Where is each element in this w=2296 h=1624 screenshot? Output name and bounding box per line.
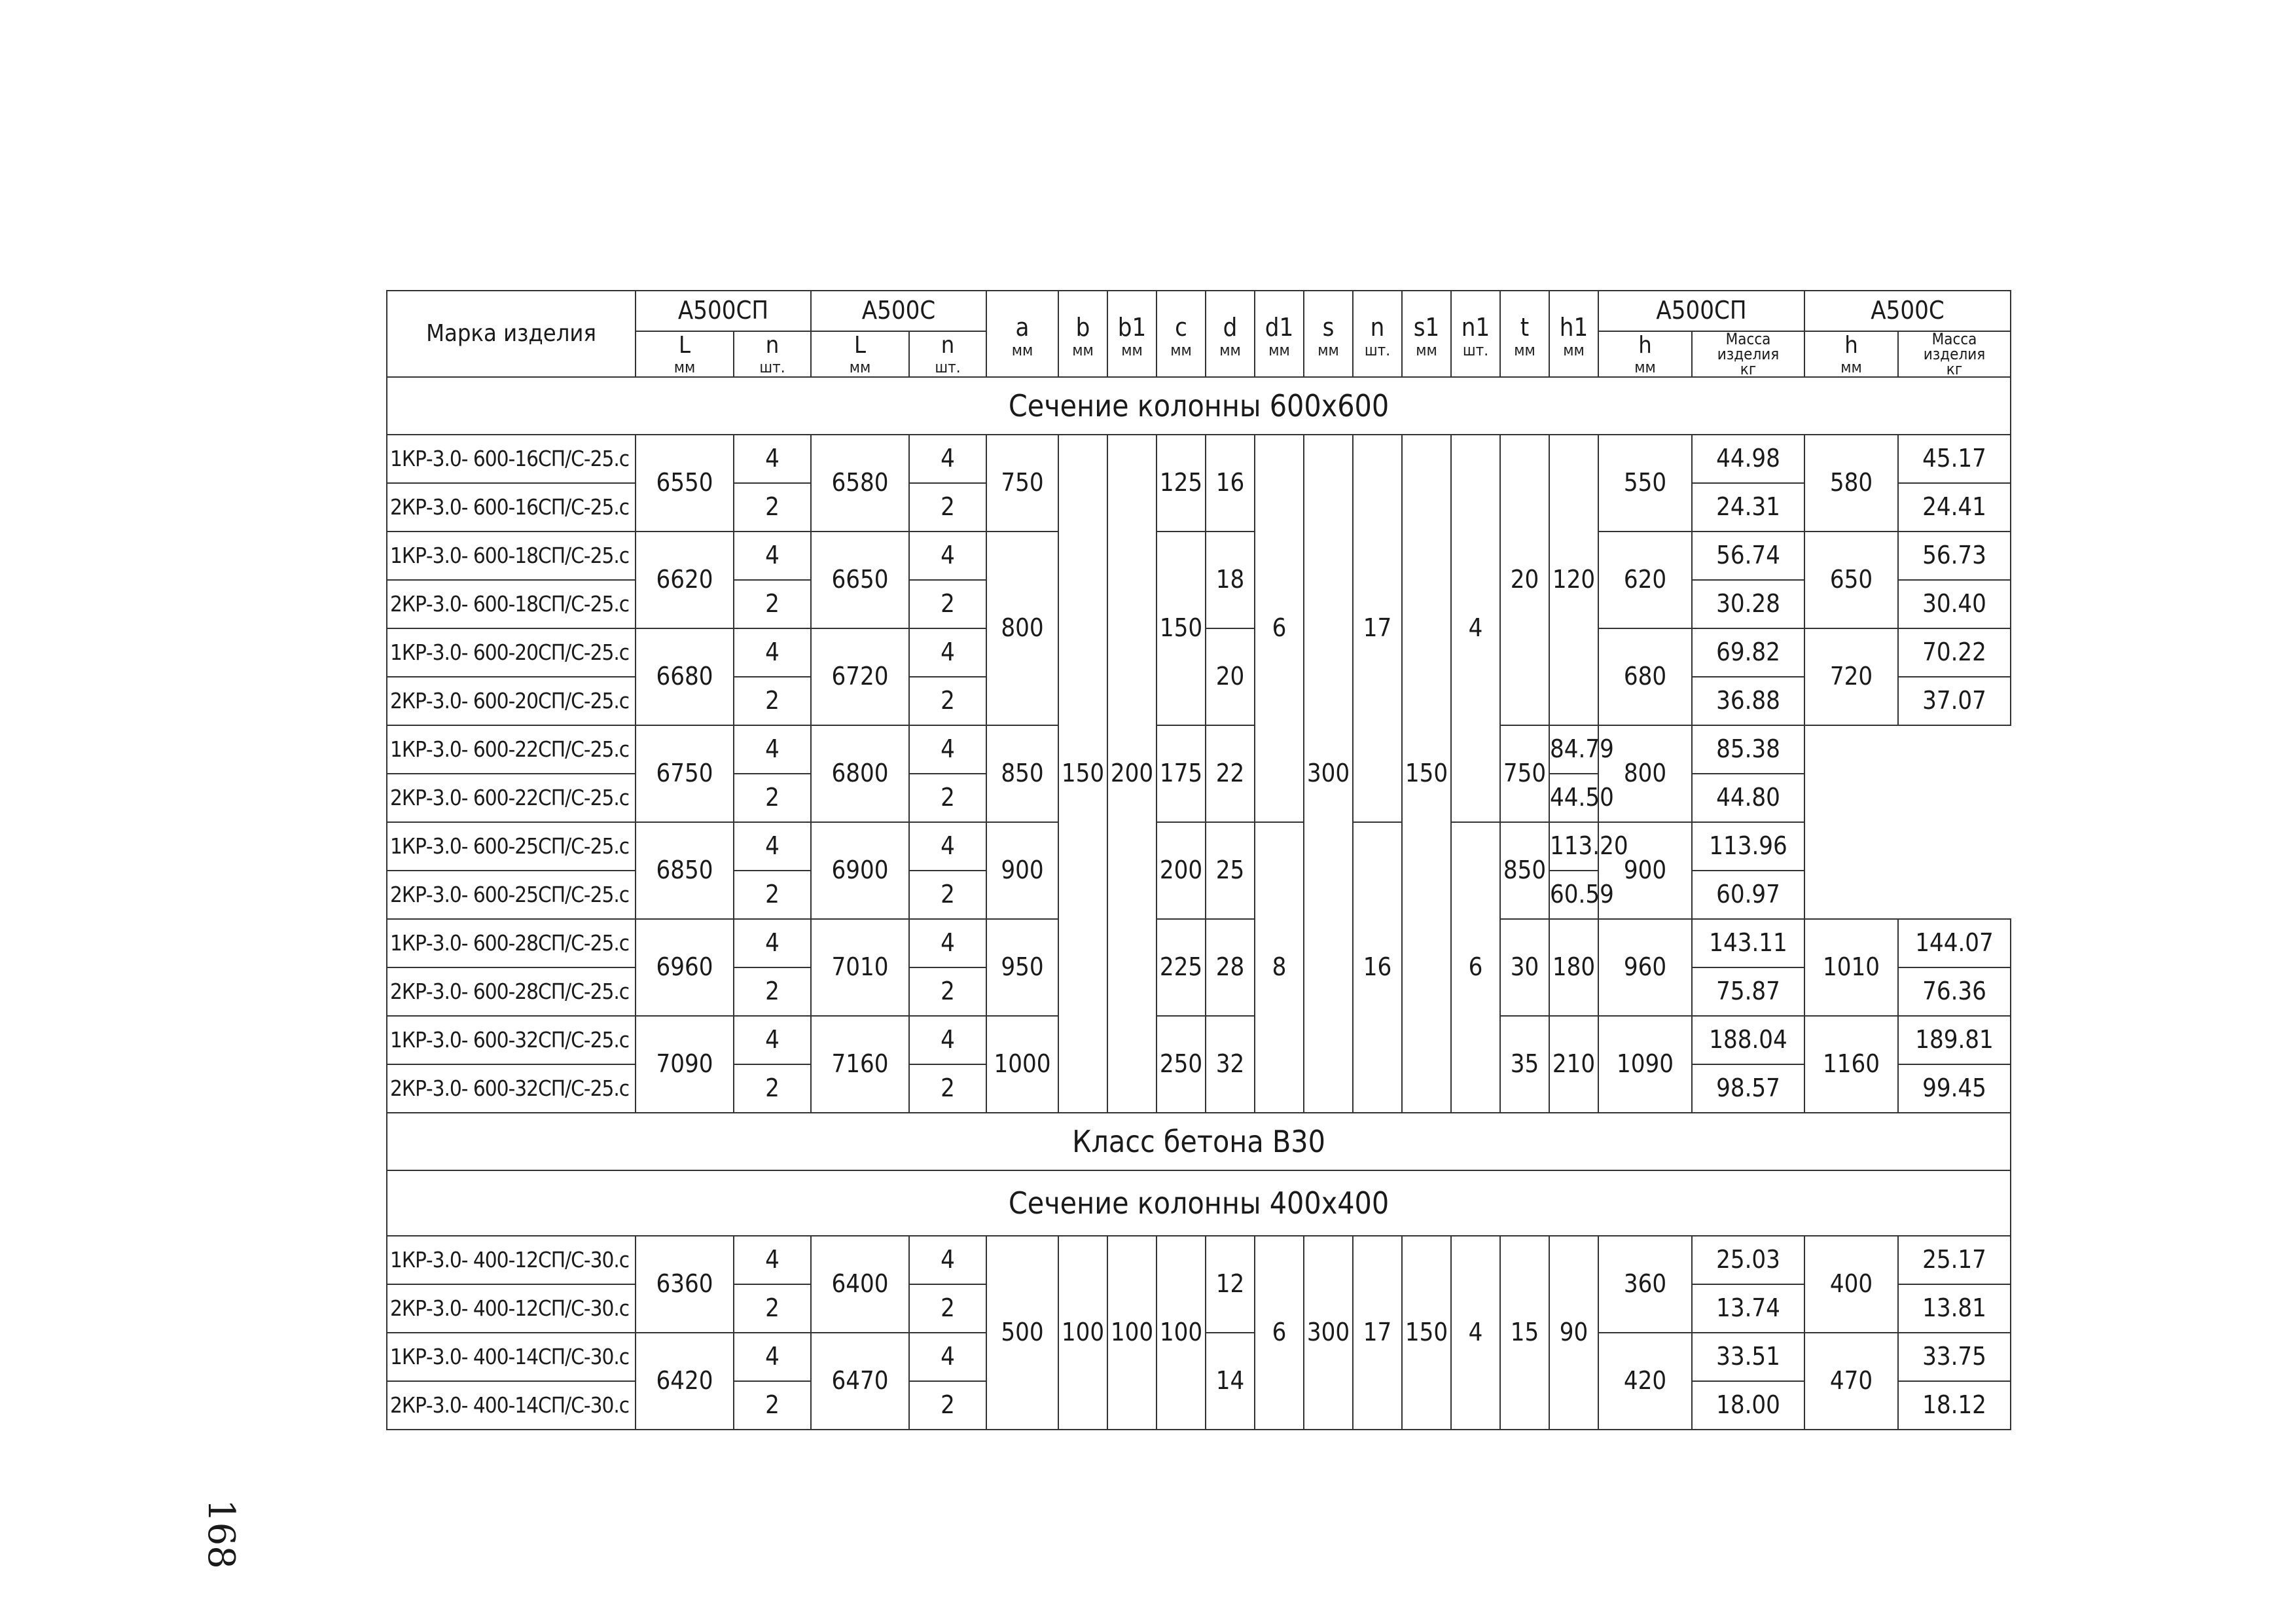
b-cell: 150: [1058, 435, 1107, 1113]
mark-cell: 2КР-3.0- 600-18СП/С-25.с: [387, 580, 636, 628]
n-sp-cell: 2: [734, 1064, 811, 1113]
h1-cell: 120: [1549, 435, 1598, 725]
mass-c-cell: 85.38: [1692, 725, 1804, 774]
n-sp-cell: 2: [734, 1284, 811, 1333]
section-title-600: Сечение колонны 600х600: [387, 377, 2011, 435]
L-c-cell: 7010: [811, 919, 909, 1016]
c-cell: 100: [1157, 1236, 1206, 1430]
mass-sp-cell: 44.98: [1692, 435, 1804, 483]
header-group-a500c: А500С: [811, 291, 986, 331]
n-c-cell: 2: [909, 1284, 986, 1333]
n-c-cell: 4: [909, 1016, 986, 1064]
n-sp-cell: 2: [734, 774, 811, 822]
mass-sp-cell: 188.04: [1692, 1016, 1804, 1064]
h-sp-cell: 1090: [1598, 1016, 1692, 1113]
rebar-cage-spec-table: [386, 290, 2011, 1430]
L-sp-cell: 6360: [636, 1236, 734, 1333]
header-L-c: L мм: [811, 331, 909, 377]
mass-c-cell: 44.80: [1692, 774, 1804, 822]
a-cell: 800: [986, 532, 1058, 725]
n1-cell: 4: [1451, 1236, 1500, 1430]
L-c-cell: 7160: [811, 1016, 909, 1113]
t-cell: 20: [1500, 435, 1549, 725]
n1-cell: 6: [1451, 822, 1500, 1113]
n-sp-cell: 2: [734, 967, 811, 1016]
L-sp-cell: 6750: [636, 725, 734, 822]
mass-sp-cell: 98.57: [1692, 1064, 1804, 1113]
a-cell: 750: [986, 435, 1058, 532]
header-h-c: h мм: [1804, 331, 1898, 377]
mass-sp-cell: 18.00: [1692, 1381, 1804, 1430]
mass-c-cell: 56.73: [1898, 532, 2011, 580]
mass-sp-cell: 75.87: [1692, 967, 1804, 1016]
h-c-cell: 1160: [1804, 1016, 1898, 1113]
h-sp-cell: 850: [1500, 822, 1549, 919]
mark-cell: 1КР-3.0- 400-12СП/С-30.с: [387, 1236, 636, 1284]
concrete-class-title: Класс бетона В30: [387, 1113, 2011, 1170]
n-c-cell: 4: [909, 725, 986, 774]
mark-cell: 1КР-3.0- 600-22СП/С-25.с: [387, 725, 636, 774]
d-cell: 32: [1206, 1016, 1255, 1113]
n-c-cell: 4: [909, 822, 986, 871]
mass-sp-cell: 30.28: [1692, 580, 1804, 628]
a-cell: 1000: [986, 1016, 1058, 1113]
n-sp-cell: 4: [734, 725, 811, 774]
n-cell: 17: [1353, 435, 1402, 822]
header-L-sp: L мм: [636, 331, 734, 377]
n1-cell: 4: [1451, 435, 1500, 822]
n-sp-cell: 4: [734, 435, 811, 483]
t-cell: 15: [1500, 1236, 1549, 1430]
L-sp-cell: 6960: [636, 919, 734, 1016]
L-c-cell: 6900: [811, 822, 909, 919]
mark-cell: 2КР-3.0- 600-25СП/С-25.с: [387, 871, 636, 919]
a-cell: 900: [986, 822, 1058, 919]
a-cell: 950: [986, 919, 1058, 1016]
mark-cell: 1КР-3.0- 600-16СП/С-25.с: [387, 435, 636, 483]
c-cell: 125: [1157, 435, 1206, 532]
mark-cell: 2КР-3.0- 600-20СП/С-25.с: [387, 677, 636, 725]
header-a: a мм: [986, 291, 1058, 377]
mass-c-cell: 70.22: [1898, 628, 2011, 677]
L-sp-cell: 7090: [636, 1016, 734, 1113]
mass-sp-cell: 69.82: [1692, 628, 1804, 677]
n-sp-cell: 2: [734, 677, 811, 725]
d-cell: 20: [1206, 628, 1255, 725]
t-cell: 30: [1500, 919, 1549, 1016]
c-cell: 250: [1157, 1016, 1206, 1113]
n-c-cell: 2: [909, 677, 986, 725]
L-c-cell: 6650: [811, 532, 909, 628]
L-c-cell: 6580: [811, 435, 909, 532]
header-d: d мм: [1206, 291, 1255, 377]
mass-sp-cell: 143.11: [1692, 919, 1804, 967]
header-n: n шт.: [1353, 291, 1402, 377]
L-sp-cell: 6620: [636, 532, 734, 628]
L-c-cell: 6800: [811, 725, 909, 822]
n-c-cell: 4: [909, 1333, 986, 1381]
h-c-cell: 580: [1804, 435, 1898, 532]
L-c-cell: 6720: [811, 628, 909, 725]
mark-cell: 1КР-3.0- 600-18СП/С-25.с: [387, 532, 636, 580]
n-sp-cell: 2: [734, 871, 811, 919]
mass-c-cell: 60.97: [1692, 871, 1804, 919]
header-b: b мм: [1058, 291, 1107, 377]
mass-sp-cell: 13.74: [1692, 1284, 1804, 1333]
n-c-cell: 2: [909, 774, 986, 822]
mass-sp-cell: 33.51: [1692, 1333, 1804, 1381]
d-cell: 28: [1206, 919, 1255, 1016]
L-sp-cell: 6850: [636, 822, 734, 919]
h-sp-cell: 750: [1500, 725, 1549, 822]
n-cell: 17: [1353, 1236, 1402, 1430]
header-n-c: n шт.: [909, 331, 986, 377]
h-sp-cell: 620: [1598, 532, 1692, 628]
d-cell: 14: [1206, 1333, 1255, 1430]
header-s: s мм: [1304, 291, 1353, 377]
n-c-cell: 2: [909, 1381, 986, 1430]
L-c-cell: 6400: [811, 1236, 909, 1333]
h-c-cell: 470: [1804, 1333, 1898, 1430]
n-c-cell: 2: [909, 580, 986, 628]
d-cell: 18: [1206, 532, 1255, 628]
d-cell: 16: [1206, 435, 1255, 532]
h-sp-cell: 960: [1598, 919, 1692, 1016]
mass-c-cell: 76.36: [1898, 967, 2011, 1016]
h1-cell: 210: [1549, 1016, 1598, 1113]
h-sp-cell: 680: [1598, 628, 1692, 725]
section-title-400: Сечение колонны 400х400: [387, 1170, 2011, 1236]
header-n1: n1 шт.: [1451, 291, 1500, 377]
mass-sp-cell: 113.20: [1549, 822, 1598, 871]
mass-c-cell: 33.75: [1898, 1333, 2011, 1381]
a-cell: 850: [986, 725, 1058, 822]
mass-sp-cell: 56.74: [1692, 532, 1804, 580]
n-sp-cell: 2: [734, 1381, 811, 1430]
t-cell: 35: [1500, 1016, 1549, 1113]
mark-cell: 2КР-3.0- 400-12СП/С-30.с: [387, 1284, 636, 1333]
mass-c-cell: 45.17: [1898, 435, 2011, 483]
header-n-sp: n шт.: [734, 331, 811, 377]
mass-c-cell: 13.81: [1898, 1284, 2011, 1333]
mark-cell: 2КР-3.0- 600-28СП/С-25.с: [387, 967, 636, 1016]
mark-cell: 2КР-3.0- 600-16СП/С-25.с: [387, 483, 636, 532]
header-group-h-a500c: А500С: [1804, 291, 2011, 331]
mark-cell: 2КР-3.0- 400-14СП/С-30.с: [387, 1381, 636, 1430]
mass-c-cell: 25.17: [1898, 1236, 2011, 1284]
header-d1: d1 мм: [1255, 291, 1304, 377]
L-sp-cell: 6420: [636, 1333, 734, 1430]
d-cell: 22: [1206, 725, 1255, 822]
h-c-cell: 900: [1598, 822, 1692, 919]
c-cell: 150: [1157, 532, 1206, 725]
mass-c-cell: 113.96: [1692, 822, 1804, 871]
page-number: 168: [200, 1499, 242, 1569]
n-sp-cell: 4: [734, 532, 811, 580]
h1-cell: 90: [1549, 1236, 1598, 1430]
h-sp-cell: 420: [1598, 1333, 1692, 1430]
mass-sp-cell: 25.03: [1692, 1236, 1804, 1284]
c-cell: 175: [1157, 725, 1206, 822]
h-c-cell: 650: [1804, 532, 1898, 628]
mark-cell: 2КР-3.0- 600-22СП/С-25.с: [387, 774, 636, 822]
h-sp-cell: 550: [1598, 435, 1692, 532]
header-mark: Марка изделия: [387, 291, 636, 377]
mass-c-cell: 24.41: [1898, 483, 2011, 532]
mass-c-cell: 99.45: [1898, 1064, 2011, 1113]
n-sp-cell: 4: [734, 1333, 811, 1381]
n-sp-cell: 4: [734, 628, 811, 677]
b1-cell: 200: [1107, 435, 1157, 1113]
n-c-cell: 2: [909, 967, 986, 1016]
d1-cell: 6: [1255, 435, 1304, 822]
mark-cell: 1КР-3.0- 600-25СП/С-25.с: [387, 822, 636, 871]
mass-c-cell: 18.12: [1898, 1381, 2011, 1430]
mass-c-cell: 30.40: [1898, 580, 2011, 628]
mark-cell: 1КР-3.0- 600-28СП/С-25.с: [387, 919, 636, 967]
n-c-cell: 2: [909, 483, 986, 532]
mass-sp-cell: 44.50: [1549, 774, 1598, 822]
a-cell: 500: [986, 1236, 1058, 1430]
s1-cell: 150: [1402, 435, 1451, 1113]
n-sp-cell: 4: [734, 1236, 811, 1284]
h-c-cell: 800: [1598, 725, 1692, 822]
c-cell: 225: [1157, 919, 1206, 1016]
n-sp-cell: 4: [734, 822, 811, 871]
mark-cell: 1КР-3.0- 600-20СП/С-25.с: [387, 628, 636, 677]
mass-c-cell: 144.07: [1898, 919, 2011, 967]
mark-cell: 2КР-3.0- 600-32СП/С-25.с: [387, 1064, 636, 1113]
c-cell: 200: [1157, 822, 1206, 919]
h-c-cell: 1010: [1804, 919, 1898, 1016]
header-h-sp: h мм: [1598, 331, 1692, 377]
h-c-cell: 720: [1804, 628, 1898, 725]
mass-c-cell: 37.07: [1898, 677, 2011, 725]
n-sp-cell: 4: [734, 919, 811, 967]
header-b1: b1 мм: [1107, 291, 1157, 377]
L-sp-cell: 6680: [636, 628, 734, 725]
d1-cell: 6: [1255, 1236, 1304, 1430]
mass-sp-cell: 24.31: [1692, 483, 1804, 532]
d1-cell: 8: [1255, 822, 1304, 1113]
s-cell: 300: [1304, 435, 1353, 1113]
n-sp-cell: 4: [734, 1016, 811, 1064]
header-c: c мм: [1157, 291, 1206, 377]
header-mass-sp: Масса изделия кг: [1692, 331, 1804, 377]
mark-cell: 1КР-3.0- 400-14СП/С-30.с: [387, 1333, 636, 1381]
n-c-cell: 2: [909, 871, 986, 919]
L-sp-cell: 6550: [636, 435, 734, 532]
h-c-cell: 400: [1804, 1236, 1898, 1333]
d-cell: 12: [1206, 1236, 1255, 1333]
n-c-cell: 4: [909, 435, 986, 483]
n-sp-cell: 2: [734, 483, 811, 532]
n-c-cell: 2: [909, 1064, 986, 1113]
h-sp-cell: 360: [1598, 1236, 1692, 1333]
header-t: t мм: [1500, 291, 1549, 377]
header-mass-c: Масса изделия кг: [1898, 331, 2011, 377]
n-c-cell: 4: [909, 628, 986, 677]
header-s1: s1 мм: [1402, 291, 1451, 377]
L-c-cell: 6470: [811, 1333, 909, 1430]
header-group-a500sp: А500СП: [636, 291, 811, 331]
b-cell: 100: [1058, 1236, 1107, 1430]
n-cell: 16: [1353, 822, 1402, 1113]
b1-cell: 100: [1107, 1236, 1157, 1430]
mass-sp-cell: 60.59: [1549, 871, 1598, 919]
n-c-cell: 4: [909, 532, 986, 580]
mass-sp-cell: 84.79: [1549, 725, 1598, 774]
mark-cell: 1КР-3.0- 600-32СП/С-25.с: [387, 1016, 636, 1064]
d-cell: 25: [1206, 822, 1255, 919]
header-group-h-a500sp: А500СП: [1598, 291, 1804, 331]
mass-sp-cell: 36.88: [1692, 677, 1804, 725]
mass-c-cell: 189.81: [1898, 1016, 2011, 1064]
n-c-cell: 4: [909, 1236, 986, 1284]
s-cell: 300: [1304, 1236, 1353, 1430]
n-c-cell: 4: [909, 919, 986, 967]
s1-cell: 150: [1402, 1236, 1451, 1430]
n-sp-cell: 2: [734, 580, 811, 628]
h1-cell: 180: [1549, 919, 1598, 1016]
header-h1: h1 мм: [1549, 291, 1598, 377]
